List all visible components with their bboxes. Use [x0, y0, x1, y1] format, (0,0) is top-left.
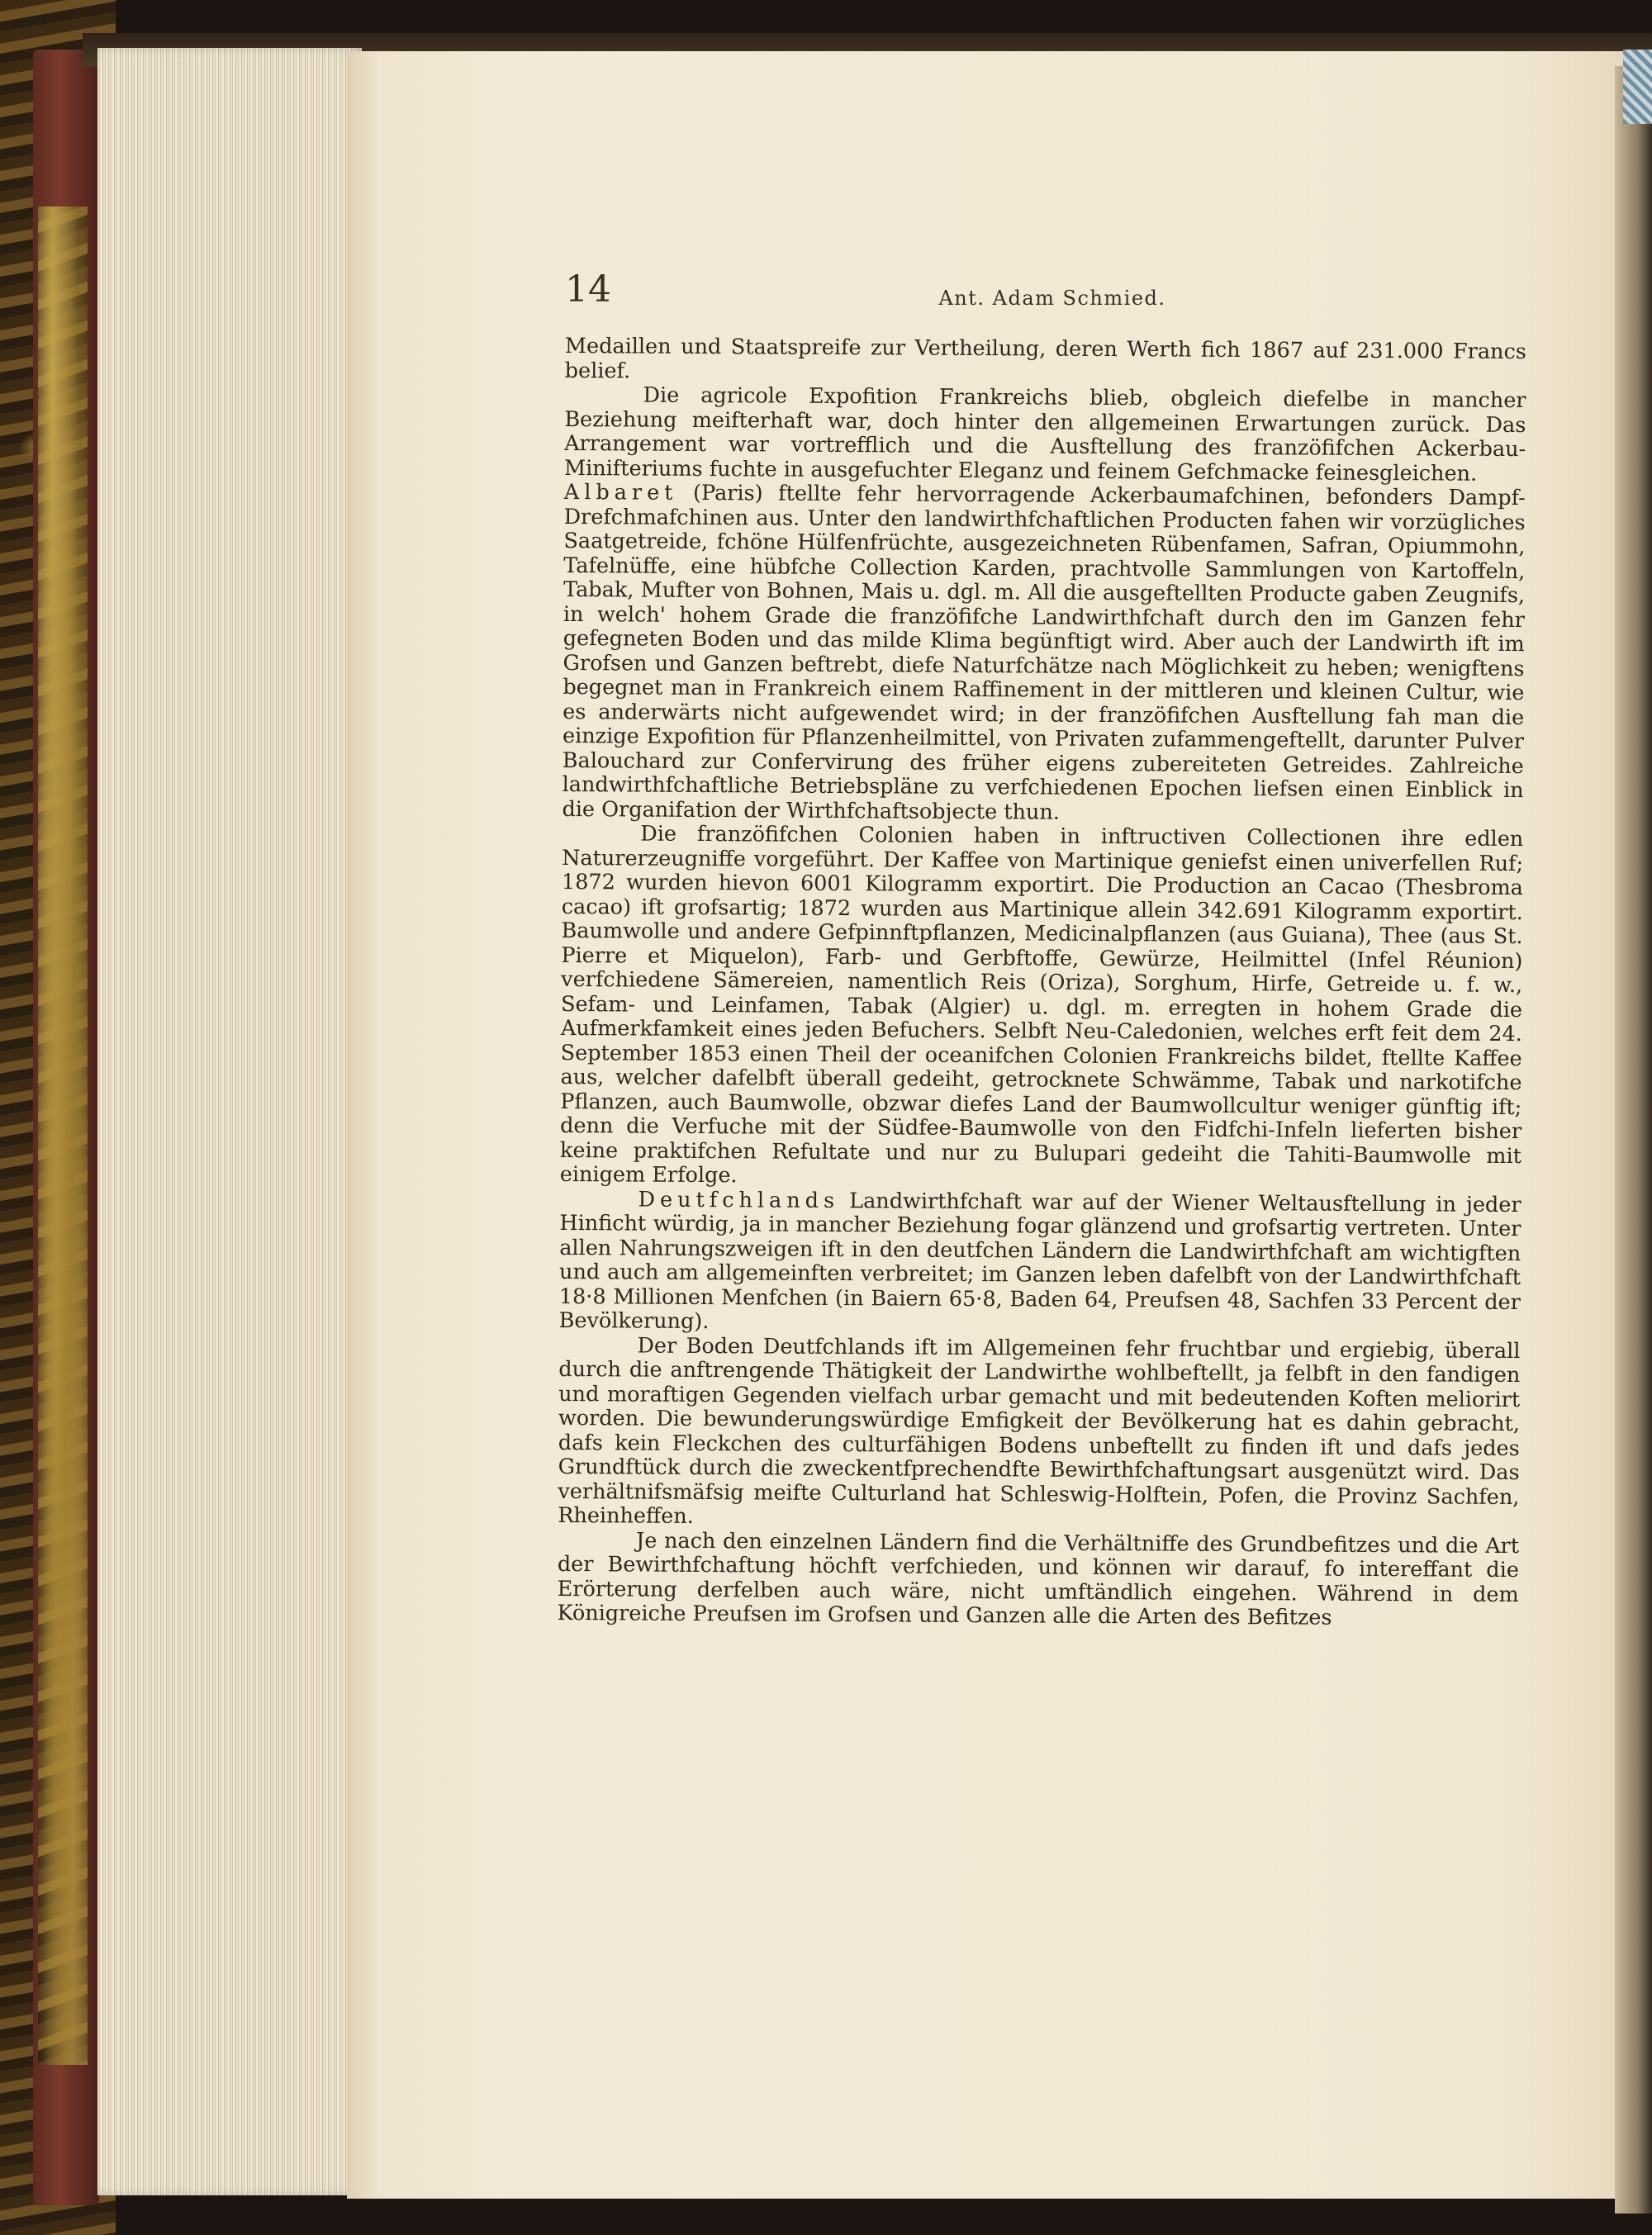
body-text: [557, 335, 1526, 1632]
cloth-bookmark: [1623, 50, 1652, 124]
spaced-name: Albaret: [563, 479, 678, 505]
page-header: [565, 268, 1526, 310]
spaced-name: Deutfchlands: [638, 1187, 840, 1213]
paragraph-text: Landwirthfchaft war auf der Wiener Weltausftellung in jeder Hinficht würdig, ja in mancher Beziehung fogar glänzend und grofsartig vertreten. Unter allen Nahrungszweigen ift in den deutfchen Ländern die Landwirthfchaft am wichtigften und auch am allgemeinften verbreitet; im Ganzen leben dafelbft von der Landwirthfchaft 18·8 Millionen Menfchen (in Baiern 65·8, Baden 64, Preufsen 48, Sachfen 33 Percent der Bevölkerung).: [558, 1188, 1521, 1335]
facing-page-edge: [1615, 66, 1652, 2214]
paragraph-3: [562, 481, 1526, 828]
paragraph-4: [560, 822, 1524, 1193]
paragraph-text: Die franzöfifchen Colonien haben in inftructiven Collectionen ihre edlen Naturerzeugniffe vorgeführt. Der Kaffee von Martinique geniefst einen univerfellen Ruf; 1872 wurden hievon 6001 Kilogramm exportirt. Die Production an Cacao (Thesbroma cacao) ift grofsartig; 1872 wurden aus Martinique allein 342.691 Kilogramm exportirt. Baumwolle und andere Gefpinnftpflanzen, Medicinalpflanzen (aus Guiana), Thee (aus St. Pierre et Miquelon), Farb- und Gerbftoffe, Gewürze, Heilmittel (Infel Réunion) verfchiedene Sämereien, namentlich Reis (Oriza), Sorghum, Hirfe, Getreide u. f. w., Sefam- und Leinfamen, Tabak (Algier) u. dgl. m. erregten in hohem Grade die Aufmerkfamkeit eines jeden Befuchers. Selbft Neu-Caledonien, welches erft feit dem 24. September 1853 einen Theil der oceanifchen Colonien Frankreichs bildet, ftellte Kaffee aus, welcher dafelbft überall gedeiht, getrocknete Schwämme, Tabak und narkotifche Pflanzen, auch Baumwolle, obzwar diefes Land der Baumwollcultur weniger günftig ift; denn die Verfuche mit der Südfee-Baumwolle von den Fidfchi-Infeln lieferten bisher keine praktifchen Refultate und nur zu Bulupari gedeiht die Tahiti-Baumwolle mit einigem Erfolge.: [559, 821, 1524, 1189]
paragraph-text: Der Boden Deutfchlands ift im Allgemeinen fehr fruchtbar und ergiebig, überall durch die anftrengende Thätigkeit der Landwirthe wohlbeftellt, ja felbft in den fandigen und moraftigen Gegenden vielfach urbar gemacht und mit bedeutenden Koften meliorirt worden. Die bewunderungswürdige Emfigkeit der Bevölkerung hat es dahin gebracht, dafs kein Fleckchen des culturfähigen Bodens unbeftellt zu finden ift und dafs jedes Grundftück durch die zweckentfprechendfte Bewirthfchaftungsart ausgenützt wird. Das verhältnifsmäfsig meifte Culturland hat Schleswig-Holftein, Pofen, die Provinz Sachfen, Rheinheffen.: [558, 1333, 1521, 1529]
paragraph-7: [557, 1528, 1519, 1631]
paragraph-5: [559, 1187, 1521, 1339]
paragraph-2: [564, 383, 1526, 486]
page-stack-edges: [97, 48, 362, 2195]
paragraph-text: Je nach den einzelnen Ländern find die Verhältniffe des Grundbefitzes und die Art der Bewirthfchaftung höchft verfchieden, und können wir darauf, fo intereffant die Erörterung derfelben auch wäre, nicht umftändlich eingehen. Während in dem Königreiche Preufsen im Grofsen und Ganzen alle die Arten des Befitzes: [557, 1528, 1520, 1630]
paragraph-6: [558, 1333, 1520, 1534]
paragraph-text: (Paris) ftellte fehr hervorragende Ackerbaumafchinen, befonders Dampf-Drefchmafchinen aus. Unter den landwirthfchaftlichen Producten fahen wir vorzügliches Saatgetreide, fchöne Hülfenfrüchte, ausgezeichneten Rübenfamen, Safran, Opiummohn, Tafelnüffe, eine hübfche Collection Karden, prachtvolle Sammlungen von Kartoffeln, Tabak, Mufter von Bohnen, Mais u. dgl. m. All die ausgeftellten Producte gaben Zeugnifs, in welch' hohem Grade die franzöfifche Landwirthfchaft durch den im Ganzen fehr gefegneten Boden und das milde Klima begünftigt wird. Aber auch der Landwirth ift im Grofsen und Ganzen beftrebt, diefe Naturfchätze nach Möglichkeit zu heben; wenigftens begegnet man in Frankreich einem Raffinement in der mittleren und kleinen Cultur, wie es anderwärts nicht aufgewendet wird; in der franzöfifchen Ausftellung fah man die einzige Expofition für Pflanzenheilmittel, von Privaten zufammengeftellt, darunter Pulver Balouchard zur Confervirung des früher eigens zubereiteten Getreides. Zahlreiche landwirthfchaftliche Betriebspläne zu verfchiedenen Epochen liefsen einen Einblick in die Organifation der Wirthfchaftsobjecte thun.: [562, 480, 1526, 825]
marbled-endpaper: [38, 206, 88, 2065]
running-head: Ant. Adam Schmied.: [938, 287, 1166, 310]
page-number: 14: [565, 268, 611, 311]
paragraph-1: [565, 335, 1526, 389]
paragraph-text: Die agricole Expofition Frankreichs blieb, obgleich diefelbe in mancher Beziehung meifterhaft war, doch hinter den allgemeinen Erwartungen zurück. Das Arrangement war vortrefflich und die Ausftellung des franzöfifchen Ackerbau-Minifteriums fuchte in ausgefuchter Eleganz und feinem Gefchmacke feinesgleichen.: [563, 382, 1526, 486]
paragraph-text: Medaillen und Staatspreife zur Vertheilung, deren Werth fich 1867 auf 231.000 Francs belief.: [564, 334, 1526, 383]
